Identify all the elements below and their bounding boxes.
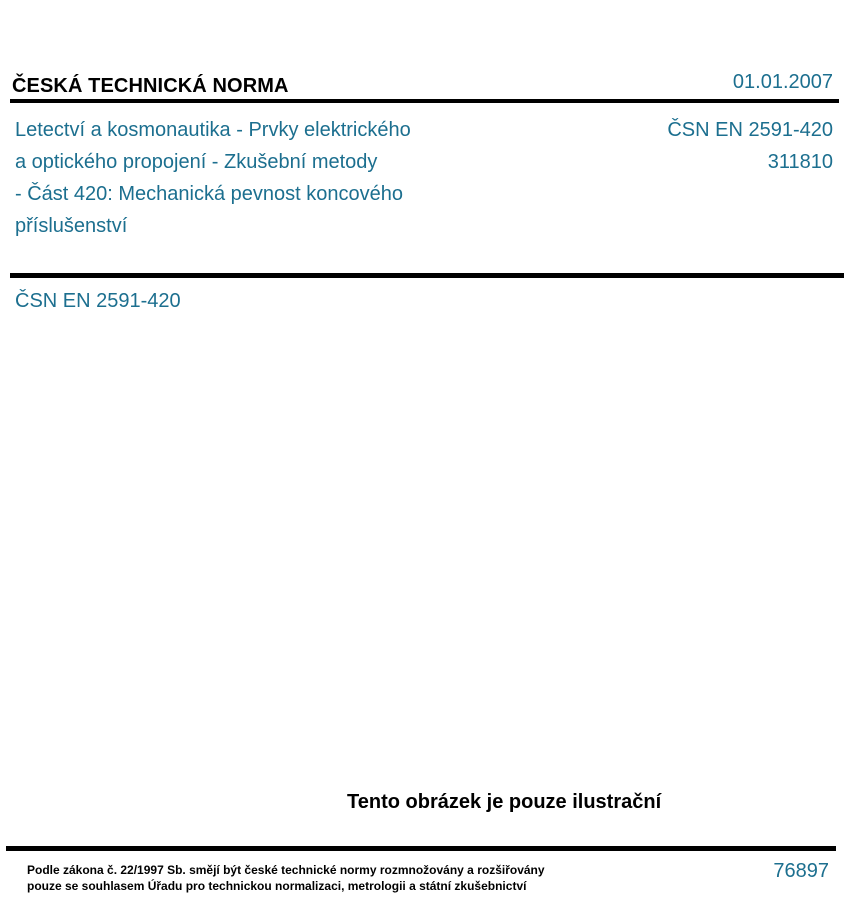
standard-code: ČSN EN 2591-420 bbox=[667, 119, 833, 141]
document-type-title: ČESKÁ TECHNICKÁ NORMA bbox=[12, 75, 289, 97]
law-line: pouze se souhlasem Úřadu pro technickou normalizaci, metrologii a státní zkušebnictví bbox=[27, 879, 527, 893]
law-line: Podle zákona č. 22/1997 Sb. smějí být české technické normy rozmnožovány a rozšiřovány bbox=[27, 863, 545, 877]
subject-line: - Část 420: Mechanická pevnost koncového bbox=[15, 183, 403, 205]
copyright-law-notice bbox=[27, 862, 545, 894]
subject-line: a optického propojení - Zkušební metody bbox=[15, 151, 378, 173]
subject-line: Letectví a kosmonautika - Prvky elektrického bbox=[15, 119, 411, 141]
designation-block bbox=[667, 114, 833, 178]
issue-date: 01.01.2007 bbox=[732, 71, 833, 93]
subject-line: příslušenství bbox=[15, 215, 128, 237]
standard-subject bbox=[15, 114, 411, 242]
illustration-notice: Tento obrázek je pouze ilustrační bbox=[347, 791, 662, 813]
top-divider bbox=[10, 99, 839, 103]
middle-divider bbox=[10, 273, 844, 278]
document-number: 76897 bbox=[773, 860, 829, 882]
body-standard-code: ČSN EN 2591-420 bbox=[15, 290, 181, 312]
classification-number: 311810 bbox=[767, 151, 833, 173]
bottom-divider bbox=[6, 846, 836, 851]
